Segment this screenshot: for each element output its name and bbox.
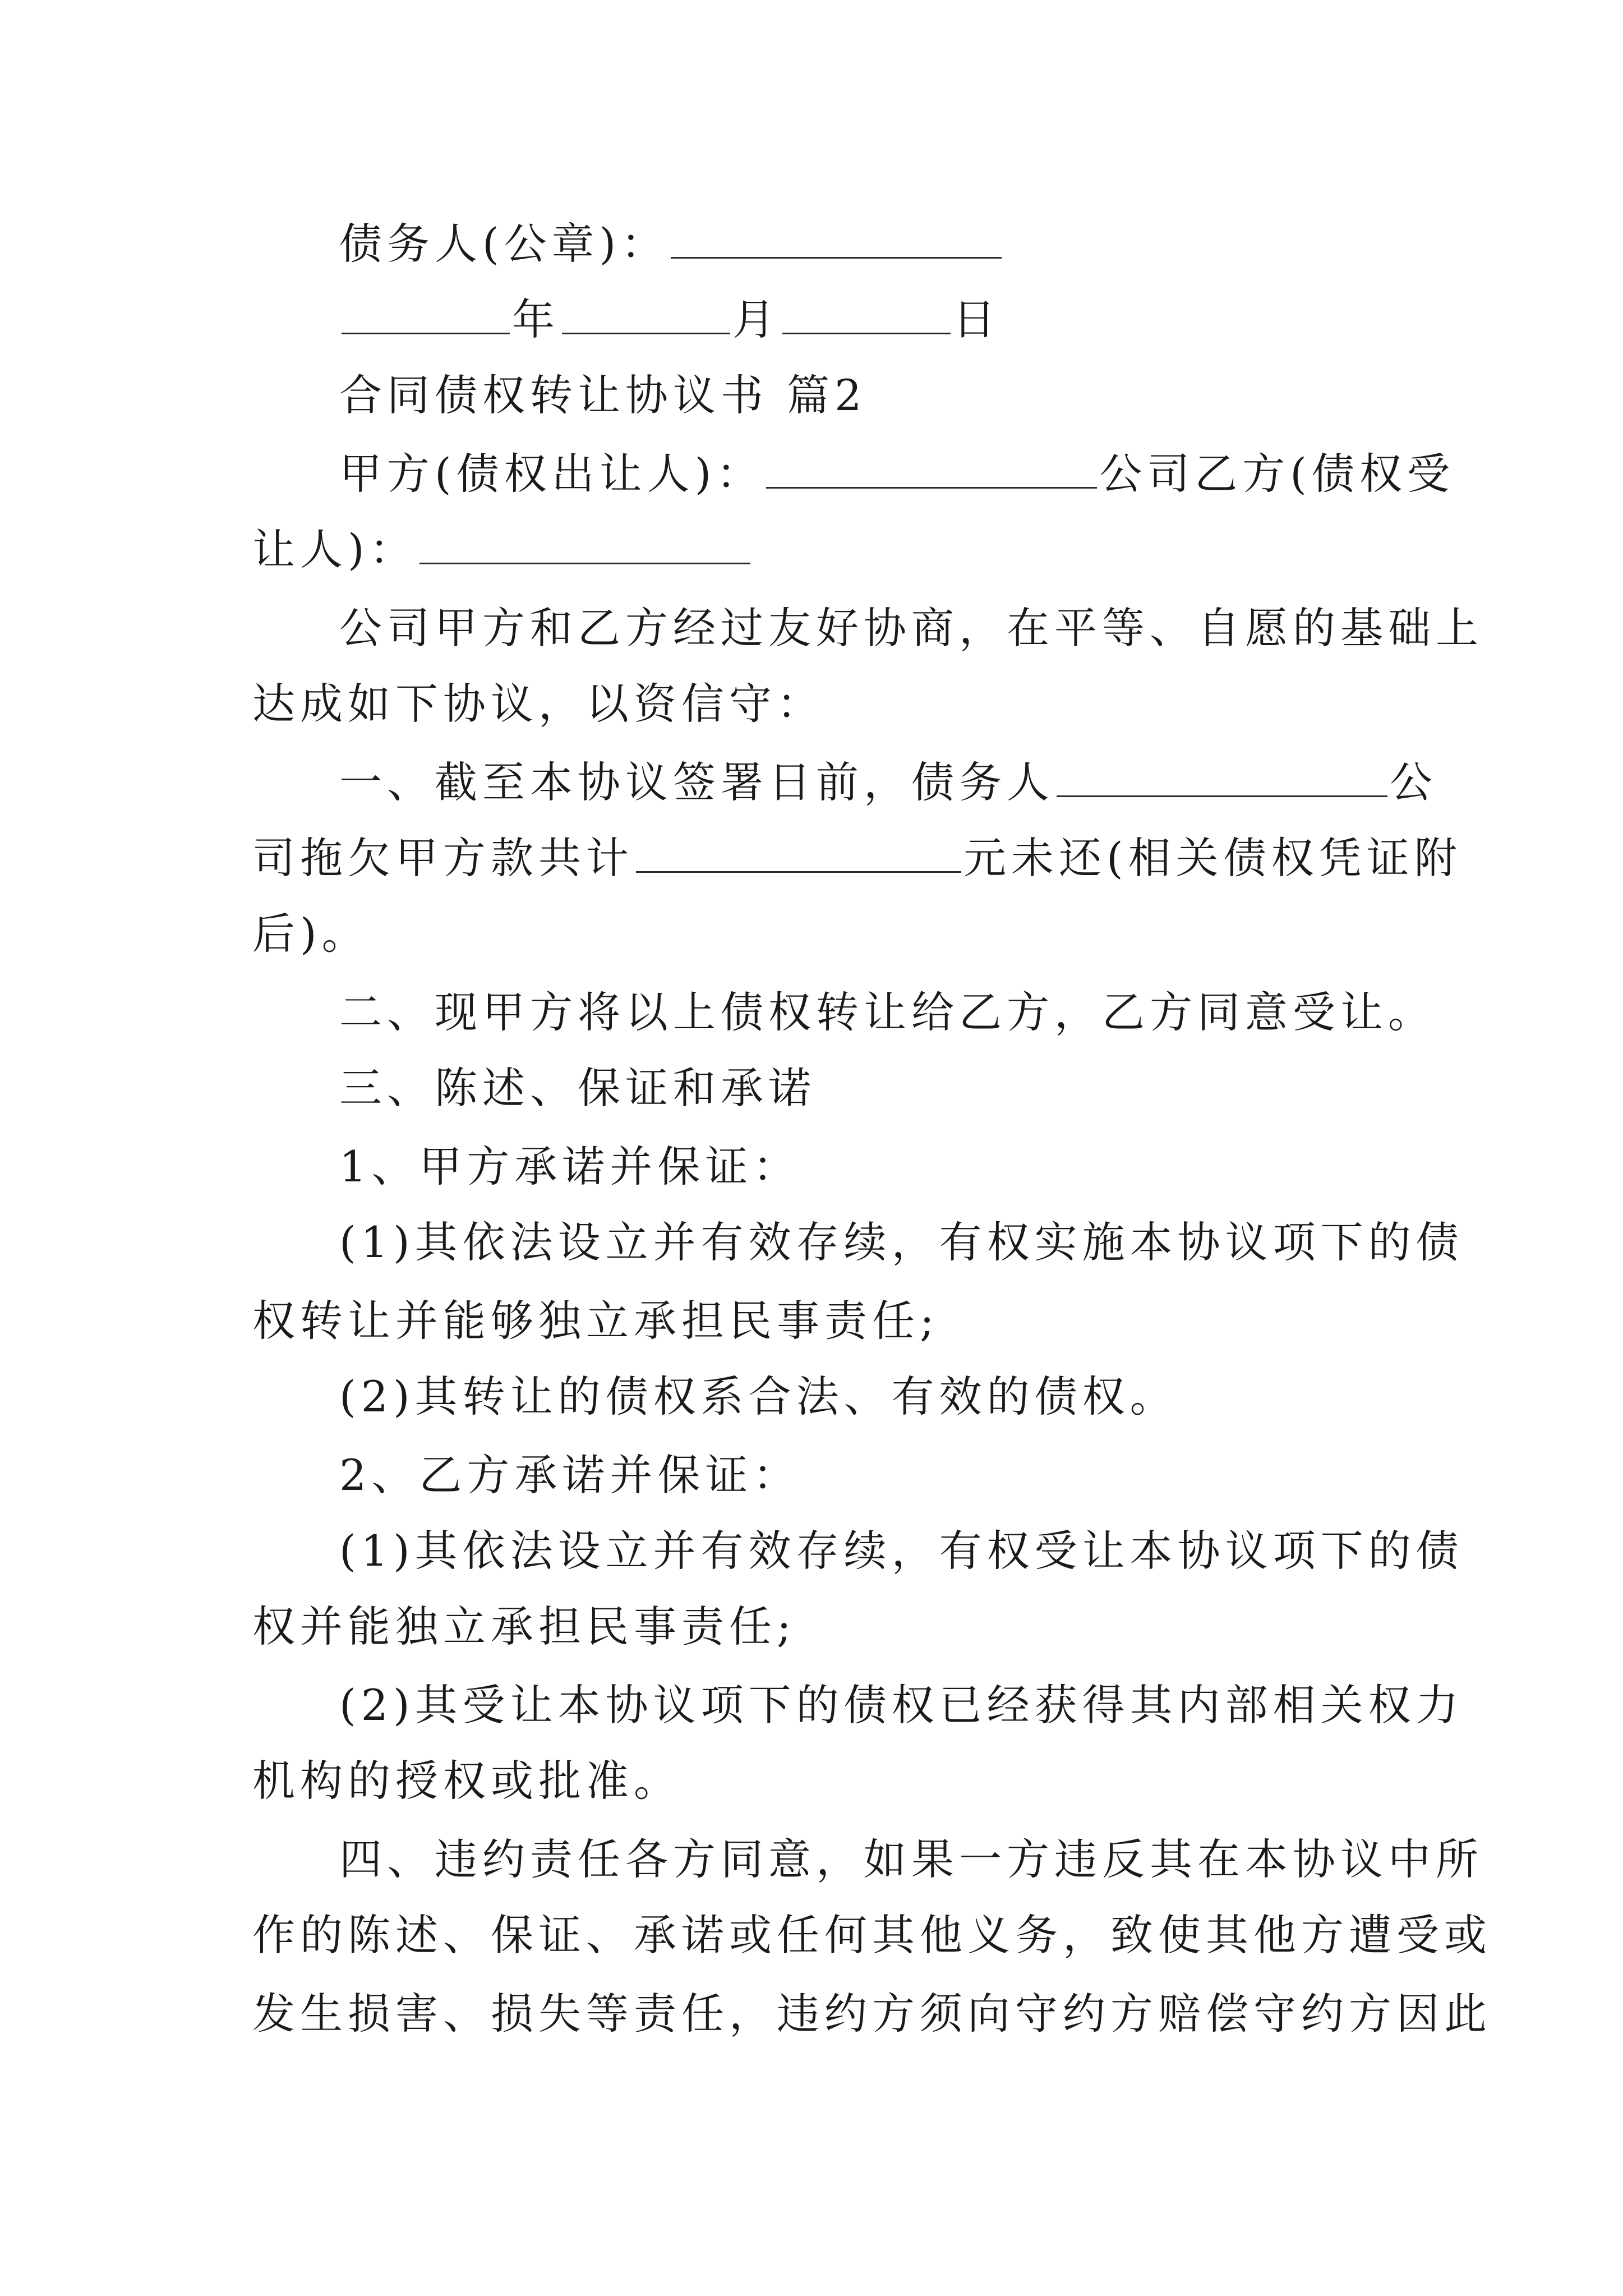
paragraph-line: 机构的授权或批准。	[252, 1756, 681, 1806]
party-b-line	[252, 522, 1374, 578]
paragraph-line: 发生损害、损失等责任，违约方须向守约方赔偿守约方因此	[252, 1989, 1492, 2039]
amount-label: 司拖欠甲方款共计	[252, 833, 634, 883]
paragraph-line: 三、陈述、保证和承诺	[339, 1063, 816, 1113]
party-b-blank	[419, 523, 750, 564]
clause-one-line	[339, 754, 1461, 811]
debtor-blank	[1057, 756, 1387, 797]
paragraph-line: 权并能独立承担民事责任;	[252, 1602, 796, 1651]
day-blank	[782, 293, 951, 334]
paragraph-line: (1)其依法设立并有效存续，有权受让本协议项下的债	[339, 1526, 1464, 1576]
month-label: 月	[732, 295, 780, 344]
clause-one-text: 一、截至本协议签署日前，债务人	[339, 757, 1054, 807]
section-title-text: 合同债权转让协议书	[339, 370, 768, 420]
party-a-label: 甲方(债权出让人)：	[339, 449, 764, 499]
paragraph-line: 2、乙方承诺并保证：	[339, 1450, 801, 1500]
paragraph-line: 二、现甲方将以上债权转让给乙方，乙方同意受让。	[339, 987, 1436, 1037]
paragraph-line: 公司甲方和乙方经过友好协商，在平等、自愿的基础上	[339, 603, 1483, 653]
amount-tail: 元未还(相关债权凭证附	[963, 833, 1462, 883]
year-blank	[342, 293, 510, 334]
paragraph-line: (1)其依法设立并有效存续，有权实施本协议项下的债	[339, 1217, 1464, 1267]
paragraph-line: 达成如下协议，以资信守：	[252, 679, 824, 729]
day-label: 日	[953, 295, 1000, 344]
paragraph-line: 四、违约责任各方同意，如果一方违反其在本协议中所	[339, 1834, 1483, 1884]
debtor-seal-label: 债务人(公章)：	[339, 219, 669, 269]
paragraph-line: 作的陈述、保证、承诺或任何其他义务，致使其他方遭受或	[252, 1910, 1492, 1960]
signature-blank	[671, 218, 1002, 259]
party-a-blank	[766, 448, 1097, 489]
party-b-label-start: 公司乙方(债权受	[1099, 449, 1455, 499]
clause-one-tail: 公	[1390, 757, 1437, 807]
amount-blank	[636, 832, 961, 873]
party-a-line	[339, 446, 1461, 502]
party-b-label-end: 让人)：	[252, 524, 417, 574]
paragraph-line: 1、甲方承诺并保证：	[339, 1142, 801, 1191]
paragraph-line: (2)其受让本协议项下的债权已经获得其内部相关权力	[339, 1680, 1464, 1730]
date-line	[339, 292, 1461, 348]
year-label: 年	[512, 295, 560, 344]
section-title	[339, 367, 1461, 424]
amount-line	[252, 830, 1462, 886]
paragraph-line: (2)其转让的债权系合法、有效的债权。	[339, 1372, 1178, 1421]
debtor-seal-line	[339, 216, 1461, 272]
paragraph-line: 权转让并能够独立承担民事责任;	[252, 1296, 939, 1346]
paragraph-line: 后)。	[252, 909, 370, 959]
month-blank	[562, 293, 730, 334]
section-part-label: 篇2	[787, 370, 867, 420]
